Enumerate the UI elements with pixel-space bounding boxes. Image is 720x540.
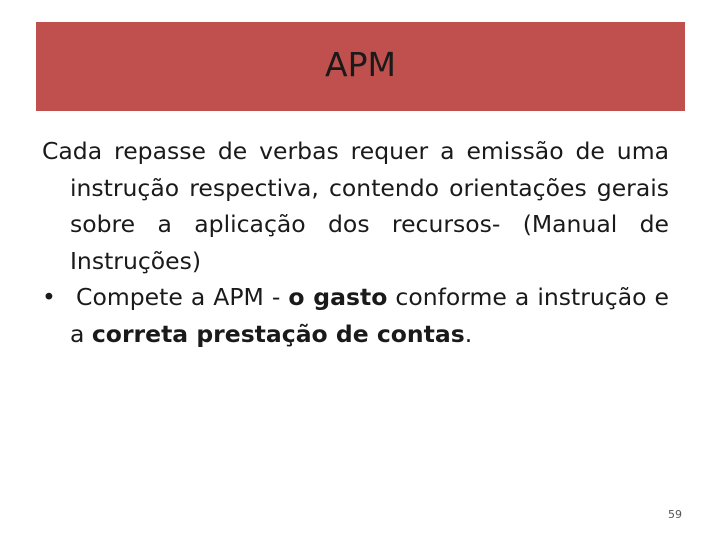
bullet-text-prestacao: correta prestação de contas: [91, 319, 465, 348]
slide-title: APM: [325, 45, 396, 84]
bullet-text-part1: Compete a APM -: [68, 283, 289, 311]
bullet-text-gasto: o gasto: [288, 283, 388, 311]
slide-body: [42, 133, 669, 352]
paragraph-repasse: Cada repasse de verbas requer a emissão de uma instrução respectiva, contendo orientações gerais sobre a aplicação dos recursos- (Manual de Instruções): [42, 137, 669, 275]
bullet-text-part3: conforme a instrução e a: [70, 283, 669, 348]
title-bar: [36, 22, 685, 111]
bullet-item-compete: [42, 279, 669, 352]
page-number: 59: [668, 508, 682, 521]
bullet-text-period: .: [464, 319, 473, 348]
bullet-dot-icon: •: [42, 283, 56, 311]
